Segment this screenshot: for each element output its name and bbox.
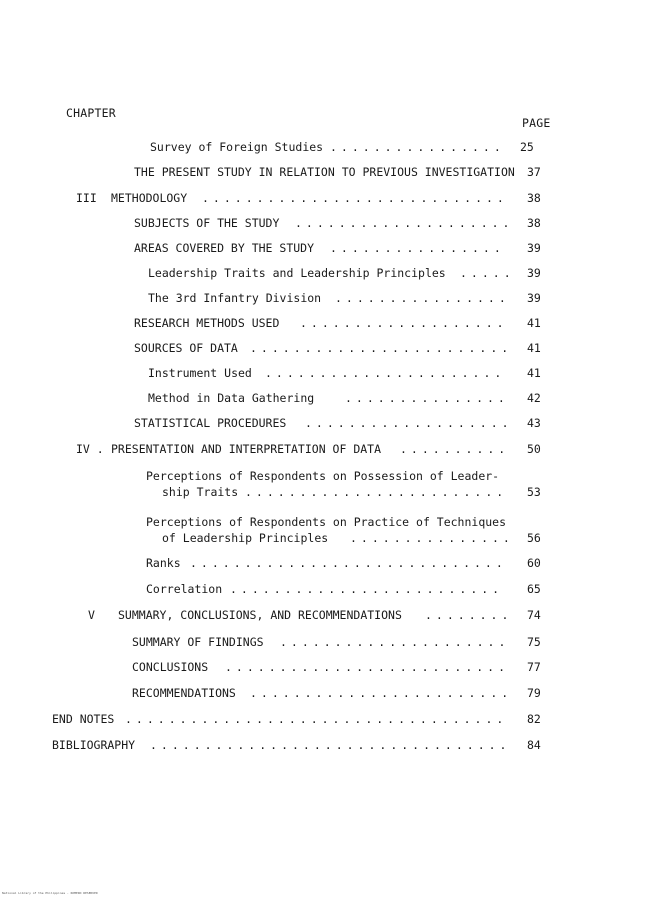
dot-leader: .................... xyxy=(295,216,514,230)
entry-title: STATISTICAL PROCEDURES xyxy=(134,416,287,430)
toc-entry xyxy=(0,216,669,232)
dot-leader: ............... xyxy=(345,391,509,405)
chapter-number: IV . xyxy=(76,442,104,456)
toc-entry xyxy=(0,341,669,357)
entry-title: SUMMARY, CONCLUSIONS, AND RECOMMENDATIONS xyxy=(118,608,402,622)
dot-leader: ................ xyxy=(335,291,510,305)
toc-entry xyxy=(0,582,669,598)
entry-title: Survey of Foreign Studies xyxy=(150,140,324,154)
toc-entry xyxy=(0,712,669,728)
dot-leader: ............... xyxy=(350,531,514,545)
entry-title: END NOTES xyxy=(52,712,115,726)
dot-leader: ........................ xyxy=(250,686,513,700)
entry-title: Instrument Used xyxy=(148,366,252,380)
page-number: 25 xyxy=(520,140,534,154)
page-number: 38 xyxy=(527,216,541,230)
dot-leader: ............................ xyxy=(202,191,508,205)
page-number: 50 xyxy=(527,442,541,456)
entry-title: BIBLIOGRAPHY xyxy=(52,738,136,752)
toc-entry xyxy=(0,442,669,458)
dot-leader: ................... xyxy=(305,416,513,430)
page-number: 39 xyxy=(527,241,541,255)
entry-title: RECOMMENDATIONS xyxy=(132,686,236,700)
entry-title: Method in Data Gathering xyxy=(148,391,315,405)
page-number: 79 xyxy=(527,686,541,700)
dot-leader: ........................ xyxy=(250,341,513,355)
entry-title: Correlation xyxy=(146,582,223,596)
entry-title: SUBJECTS OF THE STUDY xyxy=(134,216,280,230)
entry-title: ship Traits xyxy=(162,485,239,499)
page-number: 43 xyxy=(527,416,541,430)
toc-entry xyxy=(0,366,669,382)
dot-leader: ................ xyxy=(330,241,505,255)
chapter-number: V xyxy=(88,608,95,622)
page-number: 56 xyxy=(527,531,541,545)
dot-leader: .......... xyxy=(400,442,510,456)
dot-leader: ..................... xyxy=(280,635,510,649)
toc-entry xyxy=(0,485,669,501)
page-number: 53 xyxy=(527,485,541,499)
toc-entry xyxy=(0,660,669,676)
page-number: 60 xyxy=(527,556,541,570)
page-number: 82 xyxy=(527,712,541,726)
entry-title: CONCLUSIONS xyxy=(132,660,209,674)
toc-entry xyxy=(0,316,669,332)
entry-title: Leadership Traits and Leadership Principles xyxy=(148,266,446,280)
toc-entry xyxy=(0,241,669,257)
toc-entry xyxy=(0,266,669,282)
dot-leader: ................................... xyxy=(125,712,508,726)
toc-entry xyxy=(0,738,669,754)
entry-title: Perceptions of Respondents on Practice of Techniques xyxy=(146,515,507,529)
page-number: 42 xyxy=(527,391,541,405)
entry-title: AREAS COVERED BY THE STUDY xyxy=(134,241,315,255)
toc-entry xyxy=(0,391,669,407)
entry-title: THE PRESENT STUDY IN RELATION TO PREVIOUS INVESTIGATION xyxy=(134,165,515,179)
dot-leader: .......................... xyxy=(225,660,510,674)
entry-title: SUMMARY OF FINDINGS xyxy=(132,635,264,649)
entry-title: SOURCES OF DATA xyxy=(134,341,238,355)
page-number: 41 xyxy=(527,316,541,330)
dot-leader: ........ xyxy=(425,608,513,622)
page-number: 77 xyxy=(527,660,541,674)
toc-entry xyxy=(0,291,669,307)
toc-entry xyxy=(0,635,669,651)
page-number: 41 xyxy=(527,341,541,355)
toc-entry xyxy=(0,416,669,432)
dot-leader: ............................. xyxy=(190,556,507,570)
toc-entry xyxy=(0,686,669,702)
page-number: 38 xyxy=(527,191,541,205)
entry-title: Perceptions of Respondents on Possession of Leader- xyxy=(146,469,500,483)
dot-leader: ................................. xyxy=(150,738,511,752)
chapter-number: III xyxy=(76,191,97,205)
toc-entry xyxy=(0,191,669,207)
page-number: 39 xyxy=(527,266,541,280)
page-number: 65 xyxy=(527,582,541,596)
toc-entry xyxy=(0,469,669,485)
entry-title: METHODOLOGY xyxy=(111,191,188,205)
entry-title: PRESENTATION AND INTERPRETATION OF DATA xyxy=(111,442,382,456)
page-number: 75 xyxy=(527,635,541,649)
scan-credit: National Library of the Philippines · ROMERO RESERVED xyxy=(2,891,98,895)
entry-title: of Leadership Principles xyxy=(162,531,329,545)
toc-entry xyxy=(0,140,669,156)
entry-title: RESEARCH METHODS USED xyxy=(134,316,280,330)
dot-leader: ................ xyxy=(330,140,505,154)
dot-leader: ..... xyxy=(460,266,515,280)
page-header: PAGE xyxy=(522,116,551,130)
dot-leader: ...................... xyxy=(265,366,506,380)
toc-entry xyxy=(0,515,669,531)
entry-title: The 3rd Infantry Division xyxy=(148,291,322,305)
dot-leader: ......................... xyxy=(230,582,504,596)
toc-entry xyxy=(0,556,669,572)
page-number: 84 xyxy=(527,738,541,752)
entry-title: Ranks xyxy=(146,556,181,570)
toc-entry xyxy=(0,531,669,547)
dot-leader: ........................ xyxy=(245,485,508,499)
chapter-header: CHAPTER xyxy=(66,106,116,120)
toc-entry xyxy=(0,608,669,624)
page-number: 37 xyxy=(527,165,541,179)
page-number: 74 xyxy=(527,608,541,622)
page-number: 39 xyxy=(527,291,541,305)
dot-leader: ................... xyxy=(300,316,508,330)
page-number: 41 xyxy=(527,366,541,380)
toc-entry xyxy=(0,165,669,181)
